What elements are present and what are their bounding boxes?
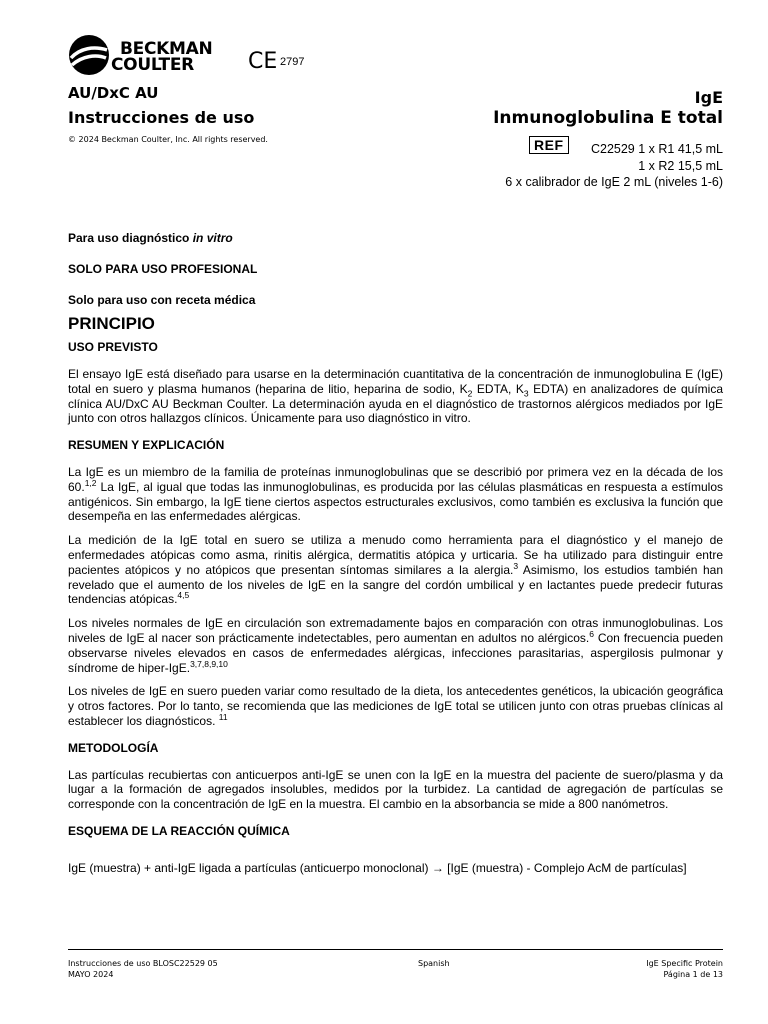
ref-line2: 1 x R2 15,5 mL: [638, 158, 723, 173]
subheading-uso-previsto: USO PREVISTO: [68, 340, 158, 355]
paragraph-resumen-3: Los niveles normales de IgE en circulación son extremadamente bajos en comparación con otras inmunoglobulinas. Los niveles de IgE al nacer son prácticamente indetectables, pero aumentan en adultos no alérgicos.$^6$ Con frecuencia pueden observarse niveles elevados en casos de enfermedades alérgicas, infecciones parasitarias, aspergilosis pulmonar y síndrome de hiper-IgE.$^{3,7,8,9,10}$: [68, 616, 723, 675]
analyte-code: IgE: [694, 88, 723, 107]
paragraph-resumen-1: La IgE es un miembro de la familia de proteínas inmunoglobulinas que se describió por primera vez en la década de los 60.$^{1,2}$ La IgE, al igual que todas las inmunoglobulinas, es producida por las células plasmáticas en respuesta a estímulos antigénicos. Sin embargo, la IgE tiene ciertos aspectos estructurales exclusivos, como también es exclusiva la función que desempeña en las enfermedades alérgicas.: [68, 464, 723, 524]
footer-page-number: Página 1 de 13: [663, 970, 723, 979]
ce-number: 2797: [280, 56, 305, 68]
footer-doc-id: Instrucciones de uso BLOSC22529 05: [68, 959, 218, 968]
ref-line3: 6 x calibrador de IgE 2 mL (niveles 1-6): [505, 175, 723, 189]
footer-divider: [68, 949, 723, 950]
paragraph-metodologia: Las partículas recubiertas con anticuerpos anti-IgE se unen con la IgE en la muestra del paciente de suero/plasma y da lugar a la formación de agregados insolubles, medidos por la turbidez. La cantidad de agregación de partículas se corresponde con la concentración de IgE en la muestra. El cambio en la absorbancia se mide a 800 nanómetros.: [68, 767, 723, 812]
doc-type: Instrucciones de uso: [68, 108, 255, 127]
footer-product: IgE Specific Protein: [646, 959, 723, 968]
document-body: [68, 231, 723, 876]
paragraph-resumen-2: La medición de la IgE total en suero se utiliza a menudo como herramienta para el diagnóstico y el manejo de enfermedades atópicas como asma, rinitis alérgica, dermatitis atópica y urticaria. Se ha utilizado para distinguir entre pacientes atópicos y no atópicos que presentan síntomas similares a la alergia.$^3$ Asimismo, los estudios también han revelado que el aumento de los niveles de IgE en la sangre del cordón umbilical y en lactantes puede predecir futuras tendencias atópicas.$^{4,5}$: [68, 533, 723, 607]
system-name: AU/DxC AU: [68, 84, 159, 102]
section-heading-principio: PRINCIPIO: [68, 314, 155, 334]
footer-date: MAYO 2024: [68, 970, 114, 979]
brand-line2: COULTER: [111, 55, 194, 75]
ce-mark: CE: [248, 49, 278, 74]
logo-globe-icon: [68, 34, 110, 76]
professional-notice: SOLO PARA USO PROFESIONAL: [68, 261, 258, 276]
footer-language: Spanish: [418, 959, 450, 968]
prescription-notice: Solo para uso con receta médica: [68, 292, 256, 307]
copyright: © 2024 Beckman Coulter, Inc. All rights reserved.: [68, 135, 268, 144]
footer-right: [646, 958, 723, 980]
paragraph-resumen-4: Los niveles de IgE en suero pueden variar como resultado de la dieta, los antecedentes genéticos, la ubicación geográfica y otros factores. Por lo tanto, se recomienda que las mediciones de IgE total se utilicen junto con otras pruebas clínicas al establecer los diagnósticos. $^{11}$: [68, 684, 723, 728]
paragraph-uso-previsto: El ensayo IgE está diseñado para usarse en la determinación cuantitativa de la concentración de inmunoglobulina E (IgE) total en suero y plasma humanos (heparina de litio, heparina de sodio, $K_2$ EDTA, $K_3$ EDTA) en analizadores de química clínica AU/DxC AU Beckman Coulter. La determinación ayuda en el diagnóstico de trastornos alérgicos mediados por IgE junto con otros hallazgos clínicos. Únicamente para uso diagnóstico in vitro.: [68, 366, 723, 426]
subheading-metodologia: METODOLOGÍA: [68, 740, 159, 755]
ref-symbol: REF: [529, 136, 569, 154]
subheading-esquema: ESQUEMA DE LA REACCIÓN QUÍMICA: [68, 823, 290, 838]
reaction-scheme: IgE (muestra) + anti-IgE ligada a partículas (anticuerpo monoclonal) → [IgE (muestra) - Complejo AcM de partículas]: [68, 860, 687, 875]
ref-contents: [505, 141, 723, 191]
in-vitro-notice: Para uso diagnóstico in vitro: [68, 231, 233, 245]
beckman-coulter-logo: [68, 34, 213, 75]
ref-line1: C22529 1 x R1 41,5 mL: [590, 142, 723, 156]
footer-left: [68, 958, 218, 980]
brand-line1: BECKMAN: [120, 39, 213, 59]
analyte-name: Inmunoglobulina E total: [493, 108, 723, 128]
subheading-resumen: RESUMEN Y EXPLICACIÓN: [68, 438, 225, 453]
